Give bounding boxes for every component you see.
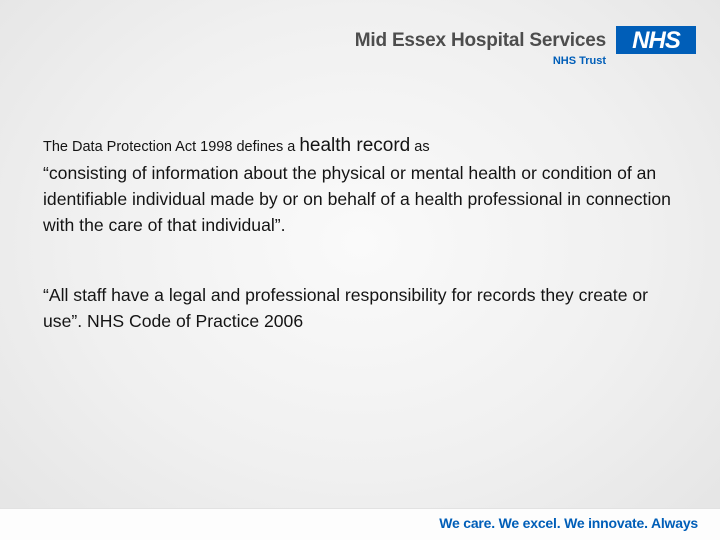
footer-tagline: We care. We excel. We innovate. Always [439,515,698,531]
footer-band [0,508,720,540]
definition-paragraph [43,132,683,238]
slide-content [43,132,683,334]
nhs-badge-label: NHS [632,27,680,54]
org-subtitle: NHS Trust [552,55,606,67]
definition-term: health record [299,135,411,156]
definition-quote: “consisting of information about the physical or mental health or condition of an identifiable individual made by or on behalf of a health professional in connection with the care of that individual”. [43,163,671,235]
org-name: Mid Essex Hospital Services [354,30,606,51]
responsibility-paragraph: “All staff have a legal and professional responsibility for records they create or use”. NHS Code of Practice 2006 [43,285,649,331]
header-logo [354,22,696,72]
nhs-logo-icon [616,26,696,54]
definition-lead: The Data Protection Act 1998 defines a [43,139,300,155]
definition-after: as [410,139,430,155]
